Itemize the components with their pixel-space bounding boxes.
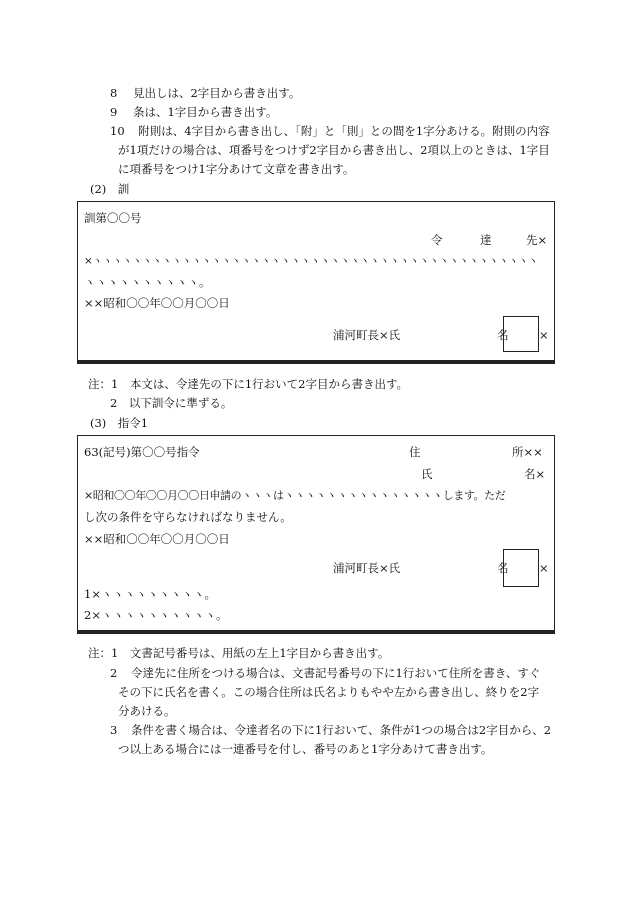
address-label-left: 住 (409, 445, 421, 459)
document-number: 63(記号)第〇〇号指令 (84, 445, 200, 459)
seal-tail: × (539, 561, 549, 575)
seal-char: 名 (497, 561, 509, 575)
note-1: 注：1 文書記号番号は、用紙の左上1字目から書き出す。 (88, 646, 390, 660)
note-text-cont: 分あける。 (118, 704, 176, 718)
issue-date: ××昭和〇〇年〇〇月〇〇日 (84, 296, 230, 310)
name-label-right: 名× (524, 467, 546, 481)
list-item-text-cont: が1項だけの場合は、項番号をつけず2字目から書き出し、2項以上のときは、1字目 (118, 143, 550, 157)
list-item-8 (110, 84, 300, 103)
note-number: 3 (110, 723, 118, 737)
condition-1: 1×ヽヽヽヽヽヽヽヽヽ。 (84, 587, 216, 601)
note-text-cont: その下に氏名を書く。この場合住所は氏名よりもやや左から書き出し、終りを2字 (118, 685, 540, 699)
note-text: 条件を書く場合は、令達者名の下に1行おいて、条件が1つの場合は2字目から、2 (130, 723, 552, 737)
note-3 (110, 721, 551, 740)
list-item-number: 10 (110, 124, 125, 138)
list-item-text: 見出しは、2字目から書き出す。 (132, 86, 301, 100)
seal-char: 名 (497, 328, 509, 342)
section-heading: (2) 訓 (90, 182, 130, 196)
list-item-number: 9 (110, 105, 118, 119)
signer-name: 浦河町長×氏 (333, 561, 401, 575)
note-2: 2 以下訓令に準ずる。 (110, 396, 233, 410)
issue-date: ××昭和〇〇年〇〇月〇〇日 (84, 532, 230, 546)
note-text-cont: つ以上ある場合には一連番号を付し、番号のあと1字分あけて書き出す。 (118, 742, 493, 756)
address-label-right: 所×× (512, 445, 543, 459)
recipient-label-3: 先× (526, 233, 548, 247)
box-bottom-rule (77, 630, 555, 634)
recipient-label-1: 令 (431, 233, 443, 247)
list-item-text-cont: に項番号をつけ1字分あけて文章を書き出す。 (118, 162, 355, 176)
list-item-9 (110, 103, 277, 122)
document-number: 訓第〇〇号 (84, 211, 142, 225)
seal-tail: × (539, 328, 549, 342)
note-2 (110, 664, 540, 683)
recipient-label-2: 達 (480, 233, 492, 247)
kun-form-box (77, 201, 555, 362)
section-heading: (3) 指令1 (90, 416, 149, 430)
list-item-text: 条は、1字目から書き出す。 (132, 105, 278, 119)
body-text-line: ×ヽヽヽヽヽヽヽヽヽヽヽヽヽヽヽヽヽヽヽヽヽヽヽヽヽヽヽヽヽヽヽヽヽヽヽヽヽヽヽヽヽヽヽヽヽ (84, 255, 538, 267)
list-item-number: 8 (110, 86, 118, 100)
condition-2: 2×ヽヽヽヽヽヽヽヽヽヽ。 (84, 608, 228, 622)
list-item-10 (110, 122, 550, 141)
shirei-form-box (77, 435, 555, 632)
name-label-left: 氏 (421, 467, 433, 481)
note-1: 注：1 本文は、令達先の下に1行おいて2字目から書き出す。 (88, 377, 409, 391)
body-text-line: し次の条件を守らなければなりません。 (84, 510, 292, 524)
body-text-line: ×昭和〇〇年〇〇月〇〇日申請のヽヽヽはヽヽヽヽヽヽヽヽヽヽヽヽヽヽヽします。ただ (84, 489, 506, 502)
body-text-line: ヽヽヽヽヽヽヽヽヽヽ。 (84, 275, 211, 289)
note-number: 2 (110, 666, 118, 680)
note-text: 令達先に住所をつける場合は、文書記号番号の下に1行おいて住所を書き、すぐ (130, 666, 541, 680)
list-item-text: 附則は、4字目から書き出し、「附」と「則」との間を1字分あける。附則の内容 (138, 124, 550, 138)
box-bottom-rule (77, 360, 555, 364)
signer-name: 浦河町長×氏 (333, 328, 401, 342)
